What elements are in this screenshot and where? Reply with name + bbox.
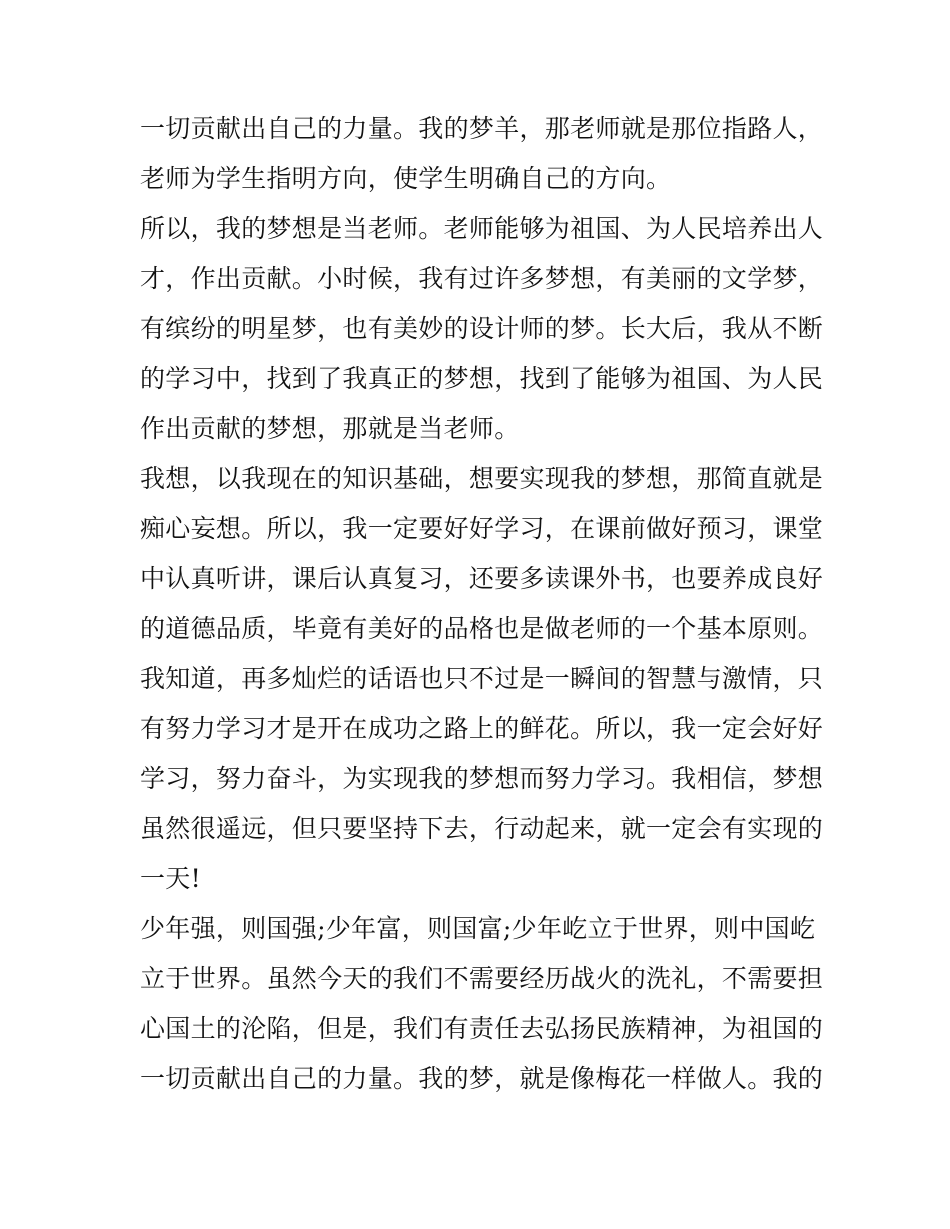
text-line: 的道德品质，毕竟有美好的品格也是做老师的一个基本原则。 [140, 614, 824, 643]
text-line: 虽然很遥远，但只要坚持下去，行动起来，就一定会有实现的 [140, 814, 824, 843]
text-line: 立于世界。虽然今天的我们不需要经历战火的洗礼，不需要担 [140, 964, 824, 993]
text-line: 有努力学习才是开在成功之路上的鲜花。所以，我一定会好好 [140, 714, 824, 743]
text-line: 我知道，再多灿烂的话语也只不过是一瞬间的智慧与激情，只 [140, 664, 824, 693]
text-line: 少年强，则国强;少年富，则国富;少年屹立于世界，则中国屹 [140, 914, 816, 943]
document-body [140, 104, 824, 1104]
text-line: 所以，我的梦想是当老师。老师能够为祖国、为人民培养出人 [140, 214, 824, 243]
text-line: 的学习中，找到了我真正的梦想，找到了能够为祖国、为人民 [140, 364, 824, 393]
text-line: 一切贡献出自己的力量。我的梦，就是像梅花一样做人。我的 [140, 1064, 824, 1093]
text-line: 我想，以我现在的知识基础，想要实现我的梦想，那简直就是 [140, 464, 824, 493]
text-line: 中认真听讲，课后认真复习，还要多读课外书，也要养成良好 [140, 564, 824, 593]
text-line: 作出贡献的梦想，那就是当老师。 [140, 414, 520, 443]
text-line: 一切贡献出自己的力量。我的梦羊，那老师就是那位指路人， [140, 114, 824, 143]
text-line: 才，作出贡献。小时候，我有过许多梦想，有美丽的文学梦， [140, 264, 824, 293]
text-line: 有缤纷的明星梦，也有美妙的设计师的梦。长大后，我从不断 [140, 314, 824, 343]
text-line: 心国土的沦陷，但是，我们有责任去弘扬民族精神，为祖国的 [140, 1014, 824, 1043]
text-line: 老师为学生指明方向，使学生明确自己的方向。 [140, 164, 672, 193]
text-line: 痴心妄想。所以，我一定要好好学习，在课前做好预习，课堂 [140, 514, 824, 543]
text-line: 一天! [140, 864, 201, 893]
text-line: 学习，努力奋斗，为实现我的梦想而努力学习。我相信，梦想 [140, 764, 824, 793]
